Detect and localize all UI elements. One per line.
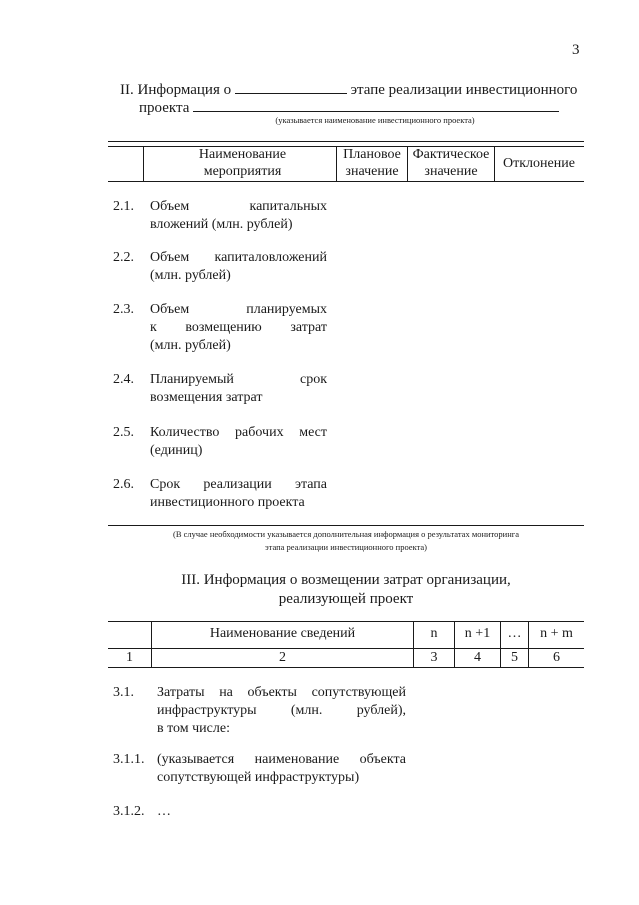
table2-col-divider <box>336 146 337 181</box>
table2-header-planned: Плановое значение <box>343 147 401 179</box>
project-name-blank-field[interactable] <box>193 98 559 112</box>
table3-header-n-plus-1: n +1 <box>464 626 491 641</box>
page-number: 3 <box>572 42 580 58</box>
item-number: 2.5. <box>113 425 134 440</box>
table2-row-item: Объем капитальных вложений (млн. рублей) <box>150 199 327 232</box>
stage-blank-field[interactable] <box>235 80 347 94</box>
item-number: 3.1.1. <box>113 752 145 767</box>
item-number: 2.3. <box>113 302 134 317</box>
section2-heading-line1 <box>120 80 577 99</box>
table3-colnum: 5 <box>511 650 518 665</box>
table2-top-rule <box>108 141 584 142</box>
table2-col-divider <box>143 146 144 181</box>
table2-header-actual: Фактическое значение <box>412 147 490 179</box>
table3-header-n: n <box>430 626 438 641</box>
monitoring-note-line1: (В случае необходимости указывается дополнительная информация о результатах мониторинга <box>172 529 520 539</box>
section2-project-label: проекта <box>139 100 190 116</box>
section2-heading-prefix: II. Информация о <box>120 82 232 98</box>
table2-row-item: Планируемый срок возмещения затрат <box>150 372 327 405</box>
monitoring-note-line2: этапа реализации инвестиционного проекта) <box>264 542 428 552</box>
item-number: 2.1. <box>113 199 134 214</box>
table2-bottom-rule <box>108 525 584 526</box>
section3-title-line2: реализующей проект <box>278 591 414 607</box>
item-number: 3.1. <box>113 685 134 700</box>
item-number: 3.1.2. <box>113 804 145 819</box>
table3-top-rule <box>108 621 584 622</box>
table3-row-item: Затраты на объекты сопутствующей инфраструктуры (млн. рублей), в том числе: <box>157 685 406 736</box>
table2-row-item: Количество рабочих мест (единиц) <box>150 425 327 458</box>
table3-colnum: 4 <box>474 650 481 665</box>
table3-bottom-rule <box>108 667 584 668</box>
table2-row-item: Срок реализации этапа инвестиционного проекта <box>150 477 327 510</box>
section3-title-line1: III. Информация о возмещении затрат организации, <box>181 572 511 588</box>
project-name-note: (указывается наименование инвестиционного проекта) <box>275 115 475 125</box>
table3-colnum: 2 <box>279 650 286 665</box>
table3-colnum: 6 <box>553 650 560 665</box>
table3-header-n-plus-m: n + m <box>540 626 573 641</box>
table2-header-bottom-rule <box>108 181 584 182</box>
table2-header-deviation: Отклонение <box>503 156 575 171</box>
item-number: 2.4. <box>113 372 134 387</box>
table3-colnum: 1 <box>126 650 133 665</box>
table3-row-item: … <box>157 804 171 819</box>
table3-header-bottom-rule <box>108 648 584 649</box>
section2-heading-suffix: этапе реализации инвестиционного <box>350 82 578 98</box>
table3-colnum: 3 <box>430 650 438 665</box>
table3-row-item: (указывается наименование объекта сопутствующей инфраструктуры) <box>157 752 406 785</box>
table2-header-name: Наименование мероприятия <box>198 147 287 179</box>
table3-header-name: Наименование сведений <box>209 626 356 641</box>
table2-row-item: Объем планируемых к возмещению затрат (млн. рублей) <box>150 302 327 353</box>
table3-header-ellipsis: … <box>507 626 522 641</box>
table2-row-item: Объем капиталовложений (млн. рублей) <box>150 250 327 283</box>
item-number: 2.2. <box>113 250 134 265</box>
item-number: 2.6. <box>113 477 134 492</box>
